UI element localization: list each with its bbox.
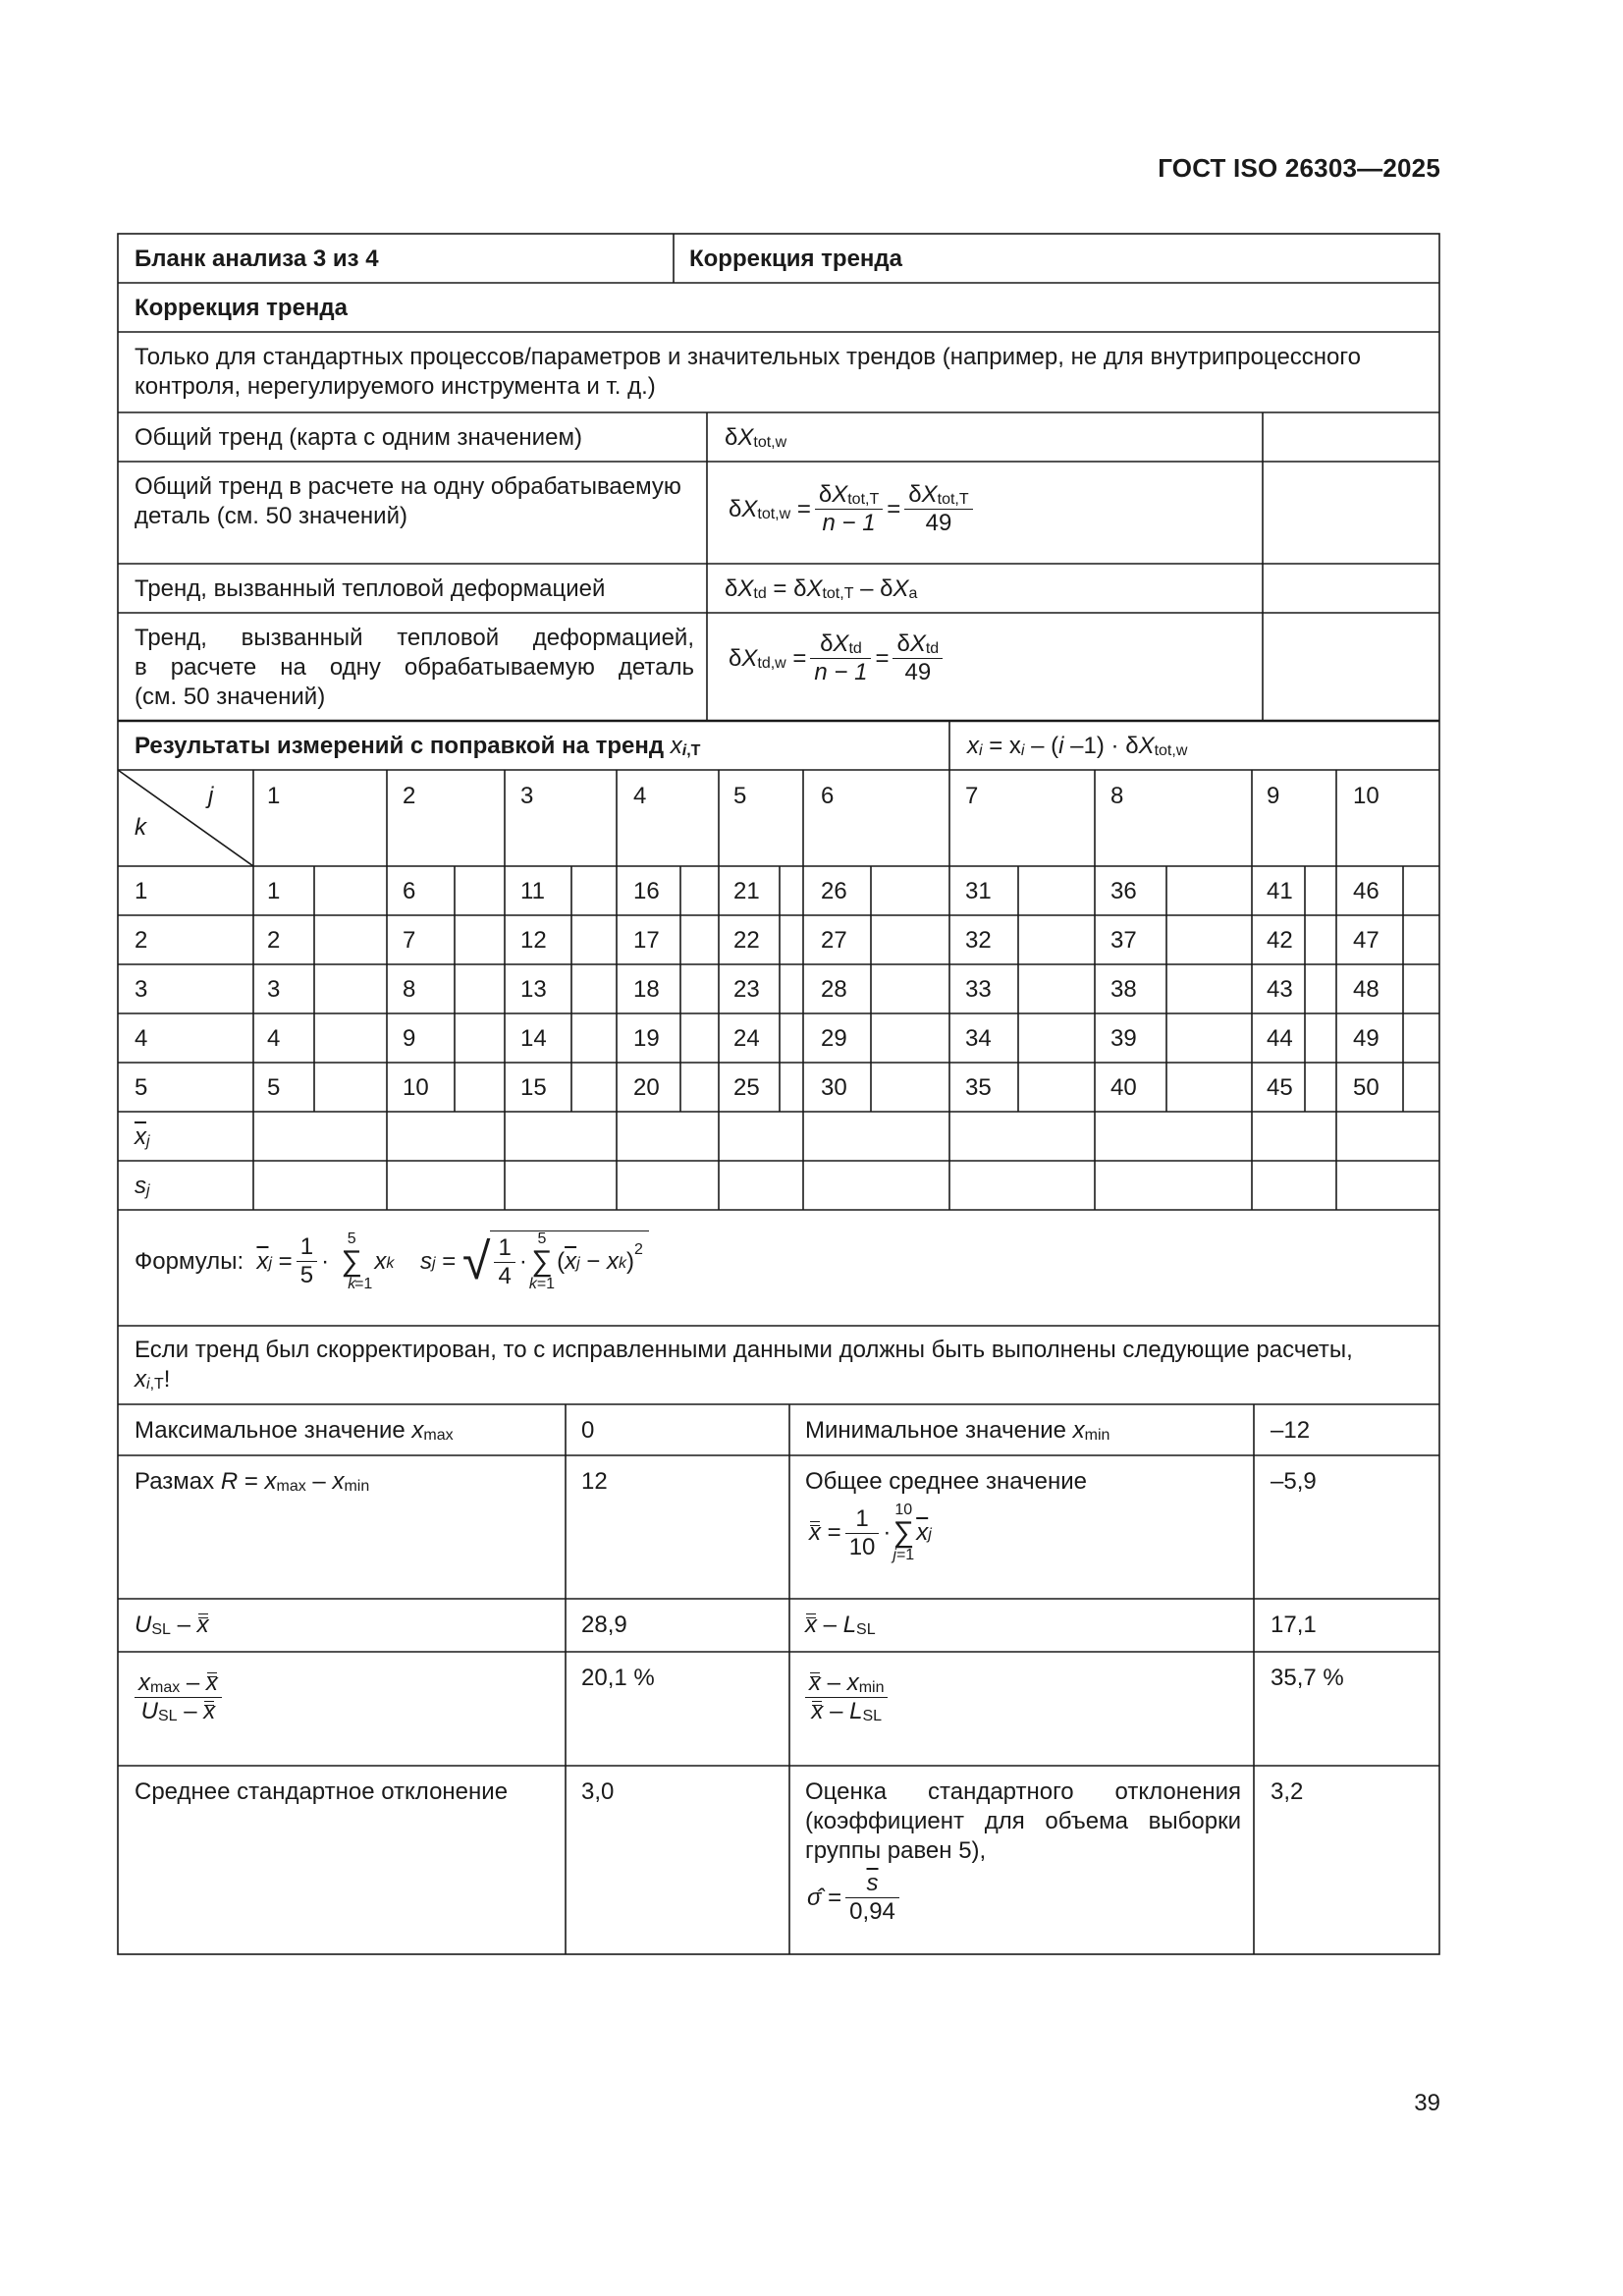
measurement-index-cell: 9 [403,1025,416,1052]
column-header: 1 [267,783,281,809]
measurement-index-cell: 36 [1110,878,1137,904]
note-line-1: Если тренд был скорректирован, то с исправленными данными должны быть выполнены следующие расчеты, [135,1337,1353,1363]
trend-per-part-label-1: Общий тренд в расчете на одну обрабатываемую [135,473,681,500]
measurement-index-cell: 49 [1353,1025,1380,1052]
measurement-index-cell: 48 [1353,976,1380,1003]
measurement-index-cell: 19 [633,1025,660,1052]
measurement-index-cell: 27 [821,927,847,954]
measurement-index-cell: 1 [267,878,281,904]
column-header: 7 [965,783,979,809]
column-header: 4 [633,783,647,809]
measurement-index-cell: 43 [1267,976,1293,1003]
measurement-index-cell: 46 [1353,878,1380,904]
usl-minus-mean-value: 28,9 [581,1612,627,1638]
measurement-index-cell: 47 [1353,927,1380,954]
measurement-index-cell: 32 [965,927,992,954]
measurement-index-cell: 41 [1267,878,1293,904]
column-header: 5 [733,783,747,809]
sigma-formula: σ̂ = $\frac{\overline{s}}{0,94}$ [807,1870,903,1926]
form-subject: Коррекция тренда [689,246,903,272]
measurement-index-cell: 31 [965,878,992,904]
overall-mean-label: Общее среднее значение [805,1468,1087,1495]
measurement-index-cell: 17 [633,927,660,954]
trend-correction-formula: $x_i = x_i - (i$ $-1) \cdot \delta X_{tot,w}$ [967,733,1188,759]
measurement-index-cell: 12 [520,927,547,954]
row-label: 1 [135,878,148,904]
measurement-index-cell: 7 [403,927,416,954]
measurement-index-cell: 26 [821,878,847,904]
measurement-index-cell: 24 [733,1025,760,1052]
form-title: Бланк анализа 3 из 4 [135,246,379,272]
range-value: 12 [581,1468,608,1495]
thermal-per-part-label-1: Тренд, вызванный тепловой деформацией, [135,625,694,651]
overall-mean-formula: x = $\frac{1}{10}$ · 10 ∑ j=1 $\overline{x}$ $_j$ [809,1502,932,1563]
measurement-index-cell: 5 [267,1074,281,1101]
measurement-index-cell: 21 [733,878,760,904]
measurement-index-cell: 42 [1267,927,1293,954]
column-header: 6 [821,783,835,809]
thermal-trend-formula: $\delta X_{td} = \delta X_{tot,T} - \delta X_a$ [725,575,918,602]
ratio-upper-value: 20,1 % [581,1665,655,1691]
thermal-trend-label: Тренд, вызванный тепловой деформацией [135,575,606,602]
std-row-label: $s_j$ [135,1173,150,1199]
row-label: 3 [135,976,148,1003]
measurement-index-cell: 18 [633,976,660,1003]
column-header: 10 [1353,783,1380,809]
measurement-index-cell: 37 [1110,927,1137,954]
measurement-index-cell: 13 [520,976,547,1003]
measurement-index-cell: 11 [520,878,545,904]
mean-minus-lsl-label: x – $L_{SL}$ [805,1612,876,1638]
measurement-index-cell: 10 [403,1074,429,1101]
corner-j-label: j [208,783,214,809]
range-label: Размах $R = x_{max} - x_{min}$ [135,1468,370,1495]
column-header: 2 [403,783,416,809]
usl-minus-mean-label: $U_{SL}$ – x [135,1612,209,1638]
measurement-index-cell: 35 [965,1074,992,1101]
measurement-index-cell: 45 [1267,1074,1293,1101]
row-label: 4 [135,1025,148,1052]
sigma-value: 3,2 [1271,1778,1304,1805]
measurement-index-cell: 3 [267,976,281,1003]
max-label: Максимальное значение $x_{max}$ [135,1417,454,1444]
trend-per-part-formula: $\delta X_{tot,w}$ = $\frac{\delta X_{tot,T}}{n - 1}$ = $\frac{\delta X_{tot,T}}{49}$ [729,481,977,537]
ratio-upper-label: $\frac{x_{max} - x}{U_{SL} - x}$ [135,1669,226,1725]
measurement-index-cell: 20 [633,1074,660,1101]
thermal-per-part-formula: $\delta X_{td,w}$ = $\frac{\delta X_{td}}{n - 1}$ = $\frac{\delta X_{td}}{49}$ [729,630,947,686]
note-line-2: $x_{i,T}$! [135,1366,171,1393]
measurement-index-cell: 15 [520,1074,547,1101]
overall-trend-label: Общий тренд (карта с одним значением) [135,424,582,451]
measurement-index-cell: 44 [1267,1025,1293,1052]
measurements-title: Результаты измерений с поправкой на тренд $x_{i,T}$ [135,733,701,759]
measurement-index-cell: 39 [1110,1025,1137,1052]
min-label: Минимальное значение $x_{min}$ [805,1417,1110,1444]
max-value: 0 [581,1417,595,1444]
column-header: 8 [1110,783,1124,809]
mean-row-label: $\overline{x}_j$ [135,1123,150,1150]
sigma-label-1: Оценка стандартного отклонения [805,1778,1241,1805]
measurement-index-cell: 8 [403,976,416,1003]
sigma-label-3: группы равен 5), [805,1837,987,1864]
measurement-index-cell: 34 [965,1025,992,1052]
measurement-index-cell: 25 [733,1074,760,1101]
formulas-row: Формулы: $\overline{x}$ $_j$ = $\frac{1}{5}$ · 5 ∑ k =1 x $_k$ s $_j$ = √ $\frac{1}{4}$ · 5 ∑ k=1 ( $\overline{x}$ $_j$ − x $_k$ ) $^2$ [135,1230,649,1292]
page-number: 39 [1414,2090,1440,2116]
measurement-index-cell: 2 [267,927,281,954]
measurement-index-cell: 50 [1353,1074,1380,1101]
avg-std-value: 3,0 [581,1778,615,1805]
section-title: Коррекция тренда [135,295,349,321]
measurement-index-cell: 30 [821,1074,847,1101]
measurement-index-cell: 28 [821,976,847,1003]
row-label: 5 [135,1074,148,1101]
min-value: –12 [1271,1417,1311,1444]
sigma-label-2: (коэффициент для объема выборки [805,1808,1241,1834]
measurement-index-cell: 6 [403,878,416,904]
trend-per-part-label-2: деталь (см. 50 значений) [135,503,407,529]
measurement-index-cell: 33 [965,976,992,1003]
intro-line-1: Только для стандартных процессов/параметров и значительных трендов (например, не для внутрипроцессного [135,344,1361,370]
document-id: ГОСТ ISO 26303—2025 [1158,153,1440,183]
measurement-index-cell: 22 [733,927,760,954]
thermal-per-part-label-2: в расчете на одну обрабатываемую деталь [135,654,694,681]
corner-k-label: k [135,814,146,841]
measurement-index-cell: 14 [520,1025,547,1052]
ratio-lower-value: 35,7 % [1271,1665,1344,1691]
intro-line-2: контроля, нерегулируемого инструмента и т. д.) [135,373,656,400]
overall-mean-value: –5,9 [1271,1468,1317,1495]
avg-std-label: Среднее стандартное отклонение [135,1778,509,1805]
measurement-index-cell: 29 [821,1025,847,1052]
overall-trend-formula: $\delta X_{tot,w}$ [725,424,787,451]
measurement-index-cell: 40 [1110,1074,1137,1101]
measurement-index-cell: 23 [733,976,760,1003]
row-label: 2 [135,927,148,954]
column-header: 3 [520,783,534,809]
column-header: 9 [1267,783,1280,809]
mean-minus-lsl-value: 17,1 [1271,1612,1317,1638]
ratio-lower-label: $\frac{x - x_{min}}{x - L_{SL}}$ [805,1669,892,1725]
measurement-index-cell: 16 [633,878,660,904]
measurement-index-cell: 38 [1110,976,1137,1003]
thermal-per-part-label-3: (см. 50 значений) [135,683,326,710]
measurement-index-cell: 4 [267,1025,281,1052]
